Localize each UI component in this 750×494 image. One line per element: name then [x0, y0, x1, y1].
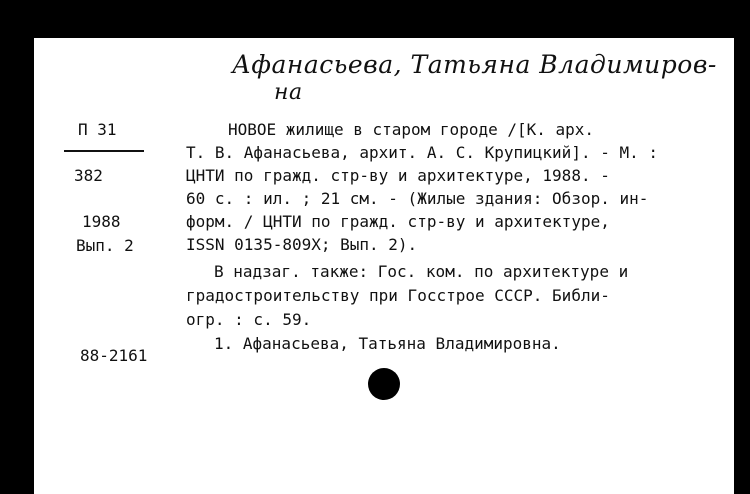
- punch-hole: [368, 368, 400, 400]
- call-number: П 31: [78, 120, 117, 139]
- body-line: форм. / ЦНТИ по гражд. стр-ву и архитектуре,: [186, 212, 610, 231]
- author-heading-line1: Афанасьева, Татьяна Владимиров-: [232, 50, 717, 79]
- body-line: огр. : с. 59.: [186, 310, 312, 329]
- class-number: 382: [74, 166, 103, 185]
- body-line: градостроительству при Госстрое СССР. Библи-: [186, 286, 610, 305]
- body-line: В надзаг. также: Гос. ком. по архитектуре и: [214, 262, 629, 281]
- issue: Вып. 2: [76, 236, 134, 255]
- body-line: ЦНТИ по гражд. стр-ву и архитектуре, 1988. -: [186, 166, 610, 185]
- body-line: 60 с. : ил. ; 21 см. - (Жилые здания: Обзор. ин-: [186, 189, 649, 208]
- body-line: 1. Афанасьева, Татьяна Владимировна.: [214, 334, 561, 353]
- body-line: НОВОЕ жилище в старом городе /[К. арх.: [228, 120, 595, 139]
- accession-number: 88-2161: [80, 346, 148, 365]
- divider-rule: [64, 150, 144, 152]
- body-line: ISSN 0135-809X; Вып. 2).: [186, 235, 418, 254]
- year: 1988: [82, 212, 121, 231]
- author-heading-line2: на: [274, 80, 303, 105]
- catalog-card: [34, 38, 734, 494]
- body-line: Т. В. Афанасьева, архит. А. С. Крупицкий]. - М. :: [186, 143, 659, 162]
